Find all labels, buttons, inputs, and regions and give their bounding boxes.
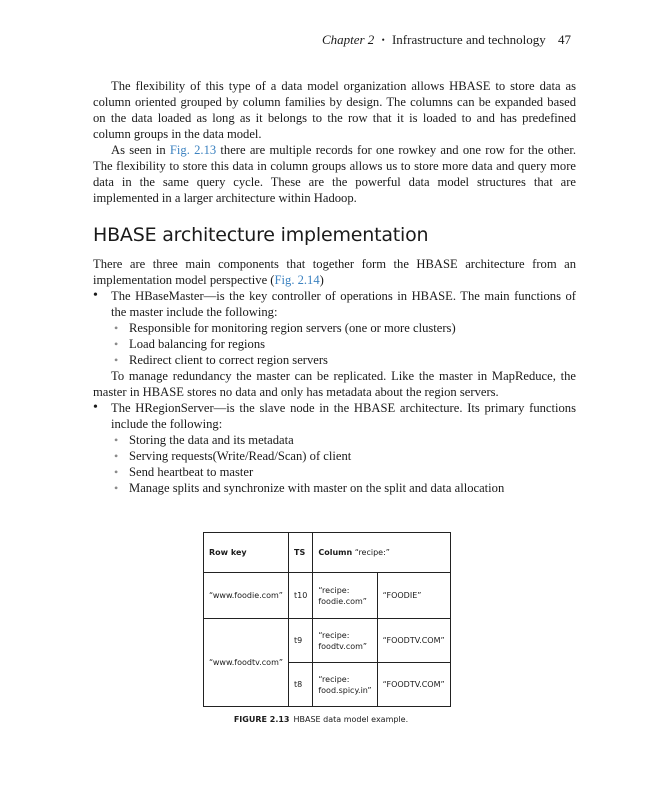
- figure-link-2-14[interactable]: Fig. 2.14: [274, 273, 320, 287]
- cell-value: “FOODIE”: [377, 573, 450, 619]
- figure-2-13: [203, 532, 445, 724]
- header-column-label: Column: [318, 548, 353, 557]
- section-intro: [93, 256, 576, 288]
- list-item: • Manage splits and synchronize with master on the split and data allocation: [111, 480, 576, 496]
- header-column-family: “recipe:”: [354, 548, 390, 557]
- cell-row-key: “www.foodtv.com”: [204, 619, 289, 707]
- cell-qualifier: “recipe: foodie.com”: [313, 573, 377, 619]
- header-column: [313, 533, 450, 573]
- caption-text: HBASE data model example.: [293, 715, 409, 724]
- hbase-data-table: [203, 532, 451, 707]
- list-item-hbasemaster: [93, 288, 576, 368]
- list-item: • Storing the data and its metadata: [111, 432, 576, 448]
- chapter-label: Chapter 2: [321, 32, 375, 47]
- header-ts: TS: [289, 533, 313, 573]
- master-list: [93, 288, 576, 368]
- cell-qualifier: “recipe: foodtv.com”: [313, 619, 377, 663]
- paragraph-text: As seen in: [111, 143, 170, 157]
- list-item: • Load balancing for regions: [111, 336, 576, 352]
- figure-link-2-13[interactable]: Fig. 2.13: [169, 143, 217, 157]
- cell-ts: t8: [289, 663, 313, 707]
- cell-qualifier: “recipe: food.spicy.in”: [313, 663, 377, 707]
- header-separator: •: [381, 35, 385, 45]
- list-item: • Responsible for monitoring region servers (one or more clusters): [111, 320, 576, 336]
- list-item-hregionserver: [93, 400, 576, 496]
- master-functions-list: [111, 320, 576, 368]
- paragraph-text: there are multiple records for one rowkey and one row for the other. The flexibility to store this data in column groups allows us to store more data and query more data in the same query cycle. These are the powerful data model structures that are implemented in a larger architecture within Hadoop.: [93, 143, 576, 205]
- intro-text-end: ): [319, 273, 324, 287]
- intro-text: There are three main components that together form the HBASE architecture from an implementation model perspective (: [93, 257, 576, 287]
- cell-value: “FOODTV.COM”: [377, 619, 450, 663]
- list-item: • Send heartbeat to master: [111, 464, 576, 480]
- chapter-title: Infrastructure and technology: [391, 32, 546, 47]
- list-item: • Serving requests(Write/Read/Scan) of client: [111, 448, 576, 464]
- page-number: 47: [558, 32, 571, 47]
- body-text: [93, 78, 576, 496]
- section-heading: HBASE architecture implementation: [93, 224, 429, 246]
- cell-row-key: “www.foodie.com”: [204, 573, 289, 619]
- table-row: [204, 619, 451, 663]
- regionserver-functions-list: [111, 432, 576, 496]
- hbasemaster-text: The HBaseMaster—is the key controller of operations in HBASE. The main functions of the master include the following:: [111, 289, 576, 319]
- cell-ts: t9: [289, 619, 313, 663]
- figure-caption: [203, 715, 439, 724]
- paragraph-redundancy: To manage redundancy the master can be replicated. Like the master in MapReduce, the master in HBASE stores no data and only has metadata about the region servers.: [93, 369, 576, 399]
- header-row-key: Row key: [204, 533, 289, 573]
- hregionserver-text: The HRegionServer—is the slave node in the HBASE architecture. Its primary functions include the following:: [111, 401, 576, 431]
- table-row: [204, 573, 451, 619]
- paragraph-flexibility: The flexibility of this type of a data model organization allows HBASE to store data as column oriented grouped by column families by design. The columns can be expanded based on the data loaded as long as it belongs to the row that it is loaded to and has predefined column groups in the data model.: [93, 79, 576, 141]
- list-item: • Redirect client to correct region servers: [111, 352, 576, 368]
- cell-ts: t10: [289, 573, 313, 619]
- table-header-row: [204, 533, 451, 573]
- caption-label: FIGURE 2.13: [233, 715, 290, 724]
- regionserver-list: [93, 400, 576, 496]
- paragraph-fig-reference: [93, 142, 576, 206]
- cell-value: “FOODTV.COM”: [377, 663, 450, 707]
- running-header: [322, 32, 571, 48]
